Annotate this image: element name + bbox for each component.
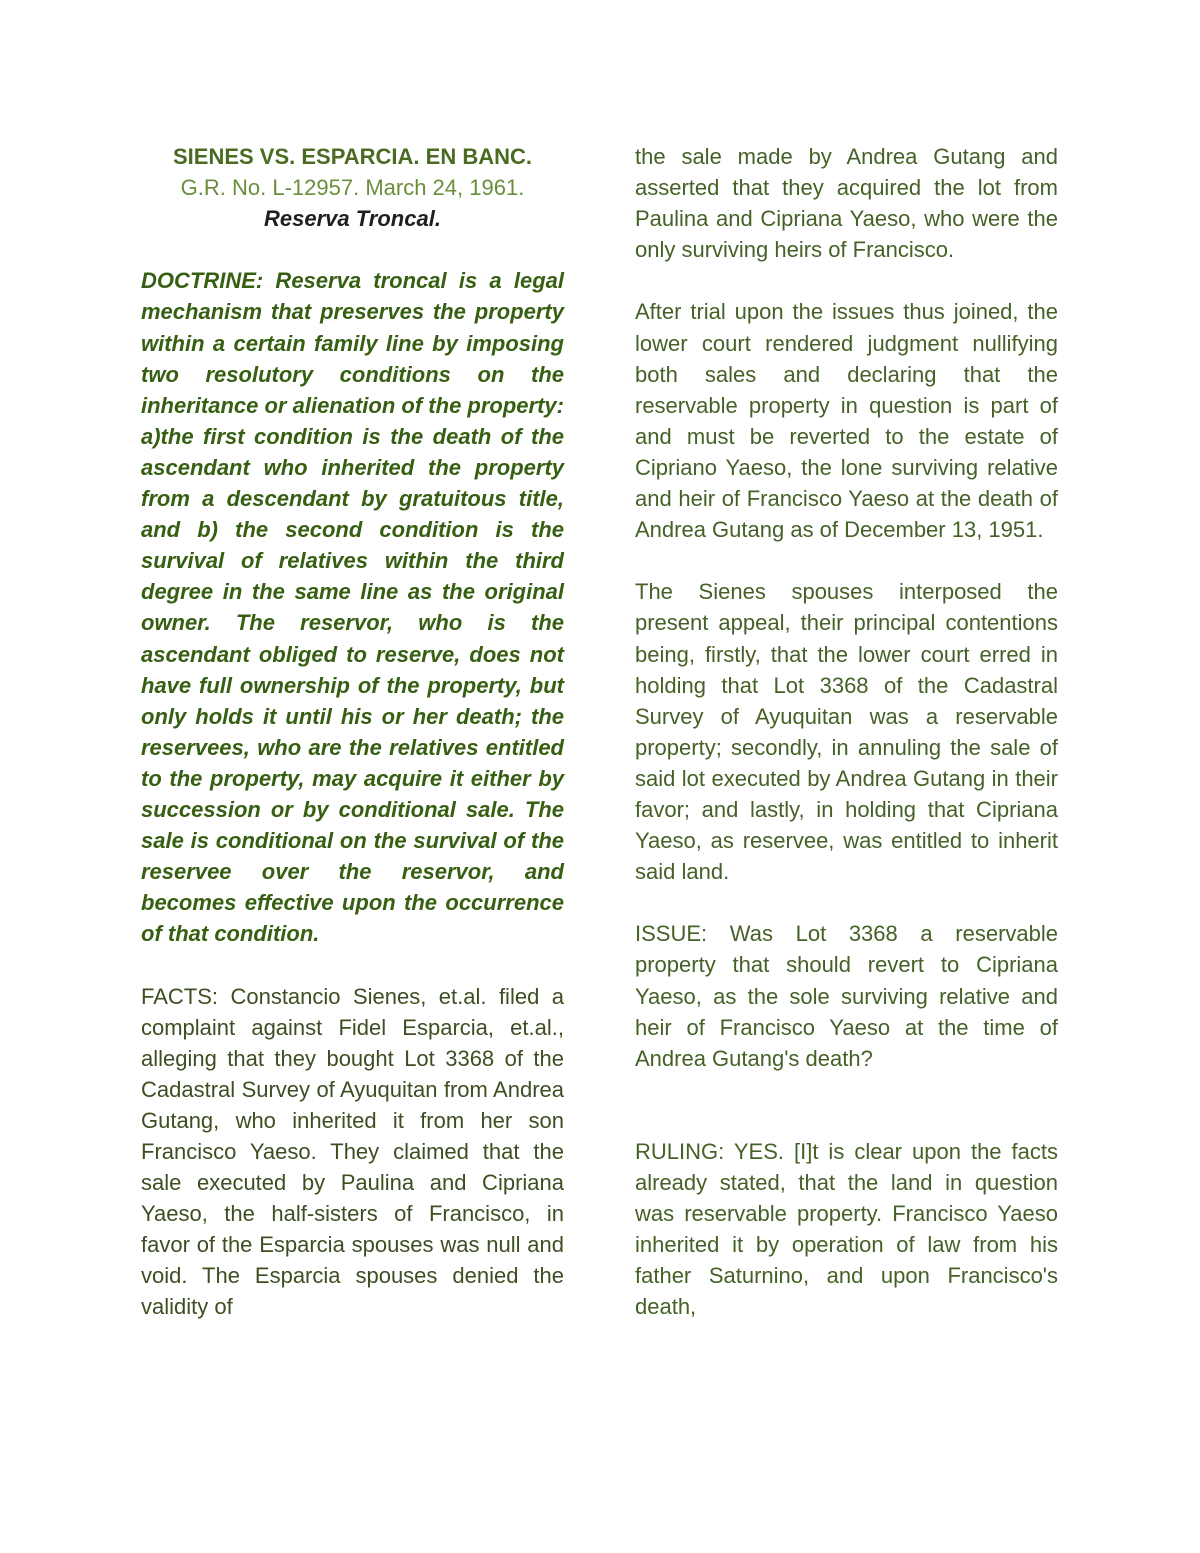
case-title: SIENES VS. ESPARCIA. EN BANC. xyxy=(173,144,532,169)
left-column xyxy=(141,141,564,1323)
lower-court-paragraph: After trial upon the issues thus joined, the lower court rendered judgment nullifying both sales and declaring that the reservable property in question is part of and must be reverted to the estate of Cipriano Yaeso, the lone surviving relative and heir of Francisco Yaeso at the death of Andrea Gutang as of December 13, 1951. xyxy=(635,299,1058,543)
spacer xyxy=(635,545,1058,576)
ruling-paragraph: RULING: YES. [I]t is clear upon the facts already stated, that the land in question was reservable property. Francisco Yaeso inherited it by operation of law from his father Saturnino, and upon Francisco's death, xyxy=(635,1139,1058,1320)
facts-paragraph: FACTS: Constancio Sienes, et.al. filed a complaint against Fidel Esparcia, et.al., alleging that they bought Lot 3368 of the Cadastral Survey of Ayuquitan from Andrea Gutang, who inherited it from her son Francisco Yaeso. They claimed that the sale executed by Paulina and Cipriana Yaeso, the half-sisters of Francisco, in favor of the Esparcia spouses was null and void. The Esparcia spouses denied the validity of xyxy=(141,983,564,1320)
spacer xyxy=(635,887,1058,918)
spacer xyxy=(635,265,1058,296)
spacer xyxy=(141,949,564,980)
appeal-paragraph: The Sienes spouses interposed the present appeal, their principal contentions being, firstly, that the lower court erred in holding that Lot 3368 of the Cadastral Survey of Ayuquitan was a reservable property; secondly, in annuling the sale of said lot executed by Andrea Gutang in their favor; and lastly, in holding that Cipriana Yaeso, as reservee, was entitled to inherit said land. xyxy=(635,579,1058,885)
case-gr-number: G.R. No. L-12957. March 24, 1961. xyxy=(180,175,525,201)
spacer xyxy=(141,234,564,265)
case-topic: Reserva Troncal. xyxy=(264,206,441,232)
spacer xyxy=(635,1074,1058,1136)
facts-continued-paragraph: the sale made by Andrea Gutang and asserted that they acquired the lot from Paulina and Cipriana Yaeso, who were the only surviving heirs of Francisco. xyxy=(635,144,1058,263)
issue-paragraph: ISSUE: Was Lot 3368 a reservable property that should revert to Cipriana Yaeso, as the sole surviving relative and heir of Francisco Yaeso at the time of Andrea Gutang's death? xyxy=(635,921,1058,1071)
right-column xyxy=(635,141,1058,1323)
doctrine-paragraph: DOCTRINE: Reserva troncal is a legal mechanism that preserves the property within a certain family line by imposing two resolutory conditions on the inheritance or alienation of the property: a)the first condition is the death of the ascendant who inherited the property from a descendant by gratuitous title, and b) the second condition is the survival of relatives within the third degree in the same line as the original owner. The reservor, who is the ascendant obliged to reserve, does not have full ownership of the property, but only holds it until his or her death; the reservees, who are the relatives entitled to the property, may acquire it either by succession or by conditional sale. The sale is conditional on the survival of the reservee over the reservor, and becomes effective upon the occurrence of that condition. xyxy=(141,268,564,947)
